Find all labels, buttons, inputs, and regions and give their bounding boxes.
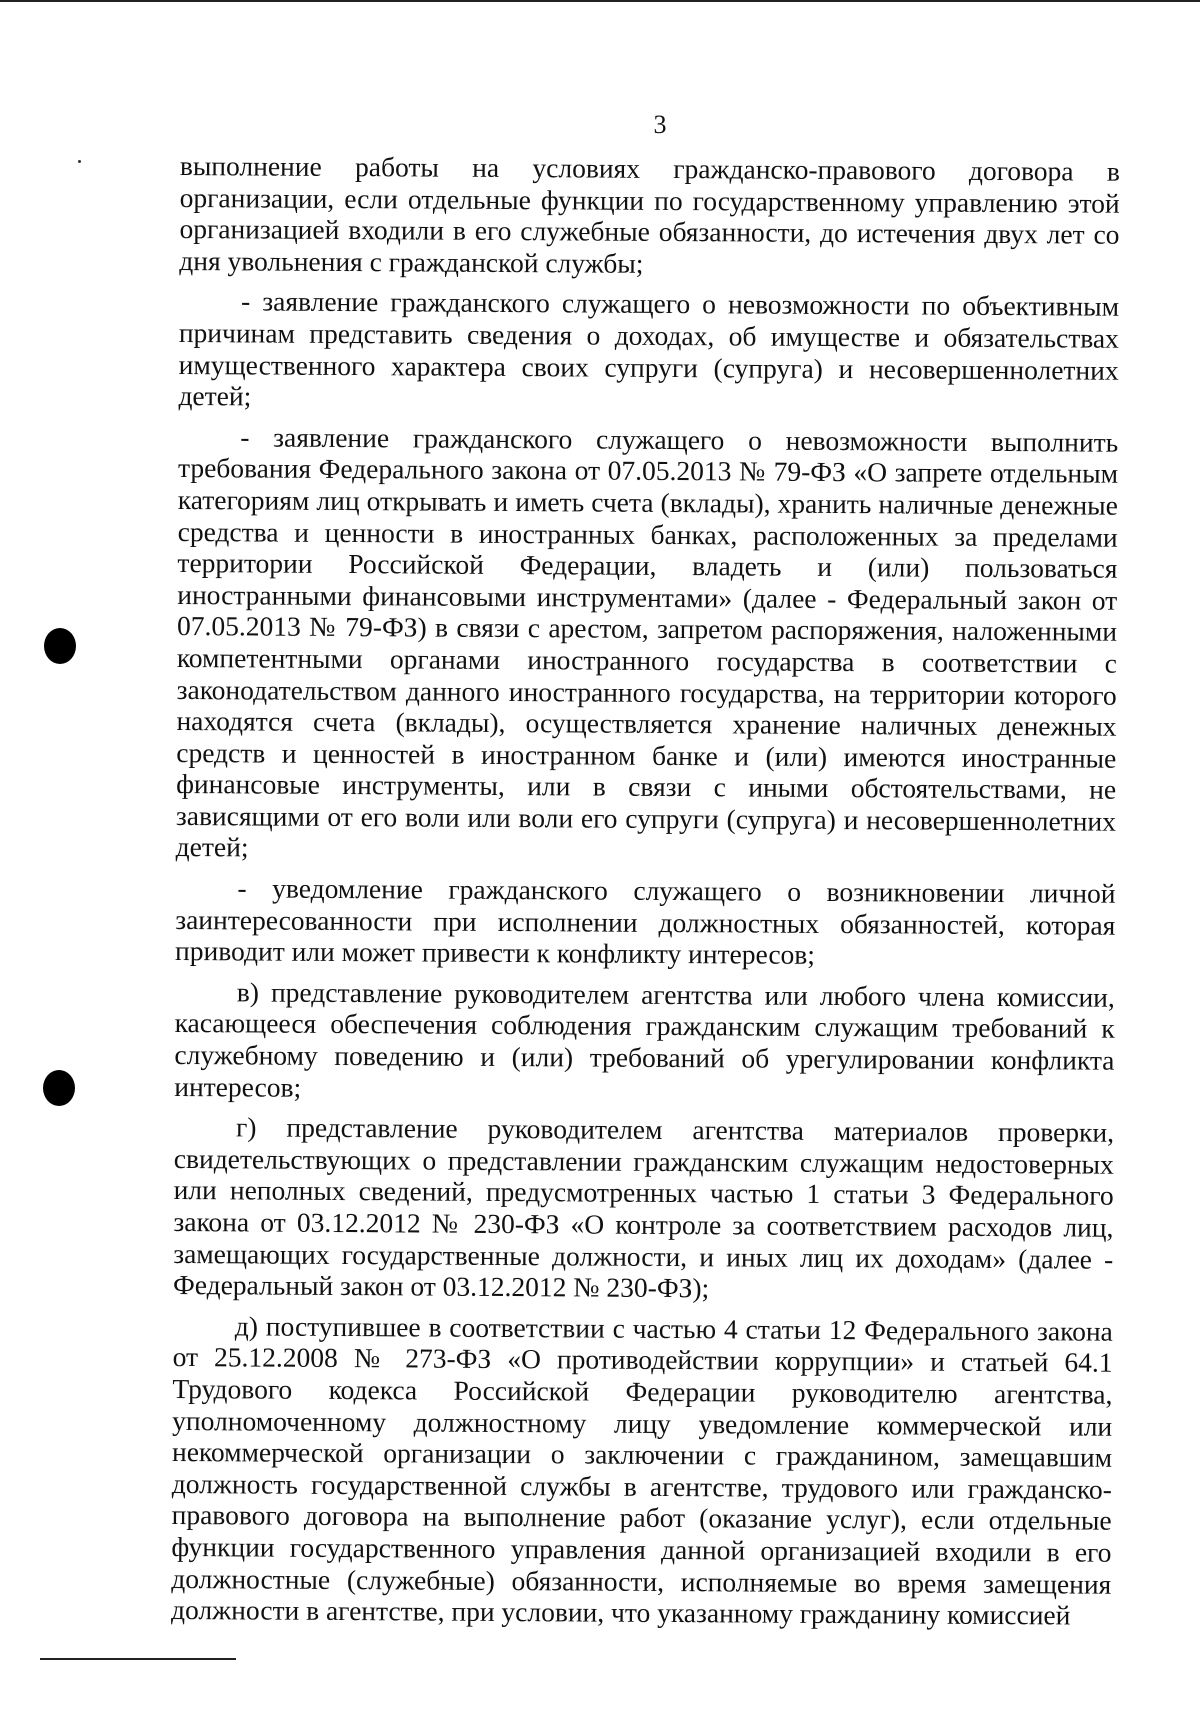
paragraph-statement-foreign-accounts: - заявление гражданского служащего о невозможности выполнить требования Федерального закона от 07.05.2013 № 79-ФЗ «О запрете отдельным категориям лиц открывать и иметь счета (вклады), хранить наличные денежные средства и ценности в иностранных банках, расположенных за пределами территории Российской Федерации, владеть и (или) пользоваться иностранными финансовыми инструментами» (далее - Федеральный закон от 07.05.2013 № 79-ФЗ) в связи с арестом, запретом распоряжения, наложенными компетентными органами иностранного государства в соответствии с законодательством данного иностранного государства, на территории которого находятся счета (вклады), осуществляется хранение наличных денежных средств и ценностей в иностранном банке и (или) имеются иностранные финансовые инструменты, или в связи с иными обстоятельствами, не зависящими от его воли или воли его супруги (супруга) и несовершеннолетних детей;: [175, 421, 1119, 863]
paragraph-item-g: г) представление руководителем агентства материалов проверки, свидетельствующих о представлении гражданским служащим недостоверных или неполных сведений, предусмотренных частью 1 статьи 3 Федерального закона от 03.12.2012 № 230-ФЗ «О контроле за соответствием расходов лиц, замещающих государственные должности, и иных лиц их доходам» (далее - Федеральный закон от 03.12.2012 № 230-ФЗ);: [172, 1111, 1115, 1304]
punch-hole-upper: [44, 628, 76, 664]
paragraph-continuation: выполнение работы на условиях гражданско-правового договора в организации, если отдельные функции по государственному управлению этой организацией входили в его служебные обязанности, до истечения двух лет со дня увольнения с гражданской службы;: [179, 150, 1120, 279]
paragraph-notification-conflict: - уведомление гражданского служащего о возникновении личной заинтересованности при исполнении должностных обязанностей, которая приводит или может привести к конфликту интересов;: [175, 872, 1116, 971]
paragraph-item-d: д) поступившее в соответствии с частью 4 статьи 12 Федерального закона от 25.12.2008 № 273-ФЗ «О противодействии коррупции» и статьей 64.1 Трудового кодекса Российской Федерации руководителю агентства, уполномоченному должностному лицу уведомление коммерческой или некоммерческой организации о заключении с гражданином, замещавшим должность государственной службы в агентстве, трудового или гражданско-правового договора на выполнение работ (оказание услуг), если отдельные функции государственного управления данной организацией входили в его должностные (служебные) обязанности, исполняемые во время замещения должности в агентстве, при условии, что указанному гражданину комиссией: [170, 1310, 1113, 1631]
punch-hole-lower: [43, 1070, 75, 1106]
paragraph-statement-impossibility-income: - заявление гражданского служащего о невозможности по объективным причинам представить сведения о доходах, об имуществе и обязательствах имущественного характера своих супруги (супруга) и несовершеннолетних детей;: [178, 285, 1120, 412]
top-edge-line: [0, 0, 1200, 2]
page-number: 3: [653, 110, 667, 139]
document-body: [171, 150, 1120, 1640]
scan-speck: [78, 160, 81, 163]
paragraph-item-v: в) представление руководителем агентства или любого члена комиссии, касающееся обеспечения соблюдения гражданским служащим требований к служебному поведению и (или) требований об урегулировании конфликта интересов;: [174, 976, 1115, 1103]
footnote-separator-line: [40, 1658, 236, 1660]
